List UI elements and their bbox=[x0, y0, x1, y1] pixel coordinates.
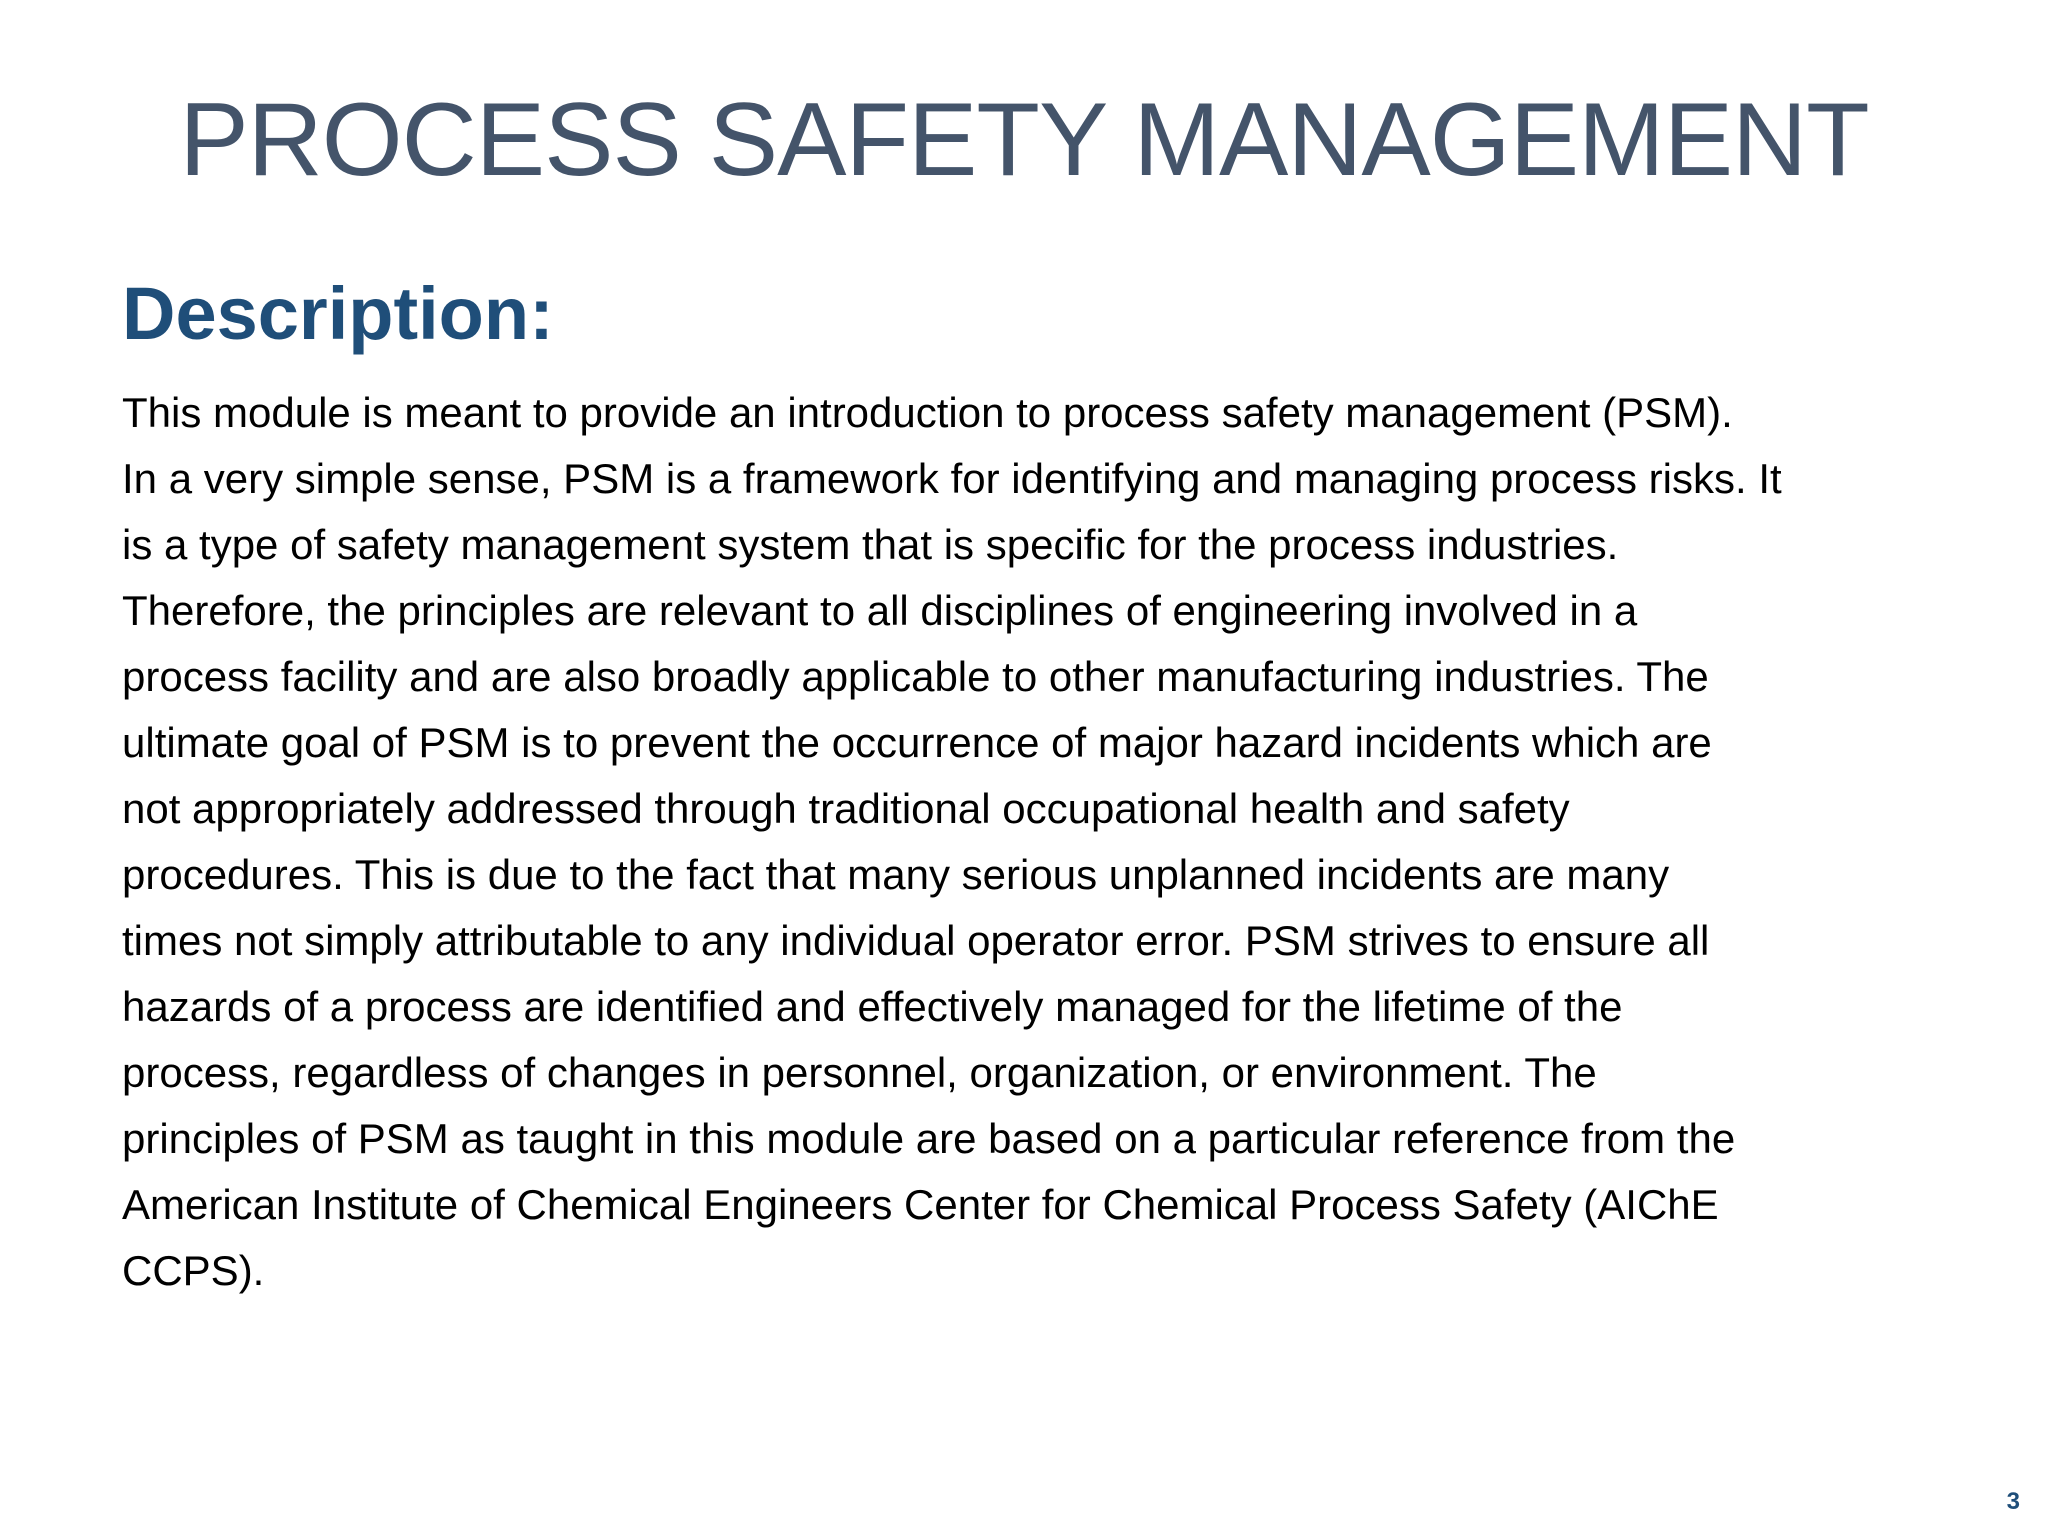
section-heading: Description: bbox=[122, 272, 554, 355]
description-paragraph: This module is meant to provide an introduction to process safety management (PSM). In a very simple sense, PSM is a framework for identifying and managing process risks. It is a type of safety management system that is specific for the process industries. Therefore, the principles are relevant to all disciplines of engineering involved in a process facility and are also broadly applicable to other manufacturing industries. The ultimate goal of PSM is to prevent the occurrence of major hazard incidents which are not appropriately addressed through traditional occupational health and safety procedures. This is due to the fact that many serious unplanned incidents are many times not simply attributable to any individual operator error. PSM strives to ensure all hazards of a process are identified and effectively managed for the lifetime of the process, regardless of changes in personnel, organization, or environment. The principles of PSM as taught in this module are based on a particular reference from the American Institute of Chemical Engineers Center for Chemical Process Safety (AIChE CCPS). bbox=[122, 389, 1782, 1294]
page-number: 3 bbox=[2006, 1488, 2020, 1515]
slide-title: PROCESS SAFETY MANAGEMENT bbox=[179, 82, 1869, 198]
